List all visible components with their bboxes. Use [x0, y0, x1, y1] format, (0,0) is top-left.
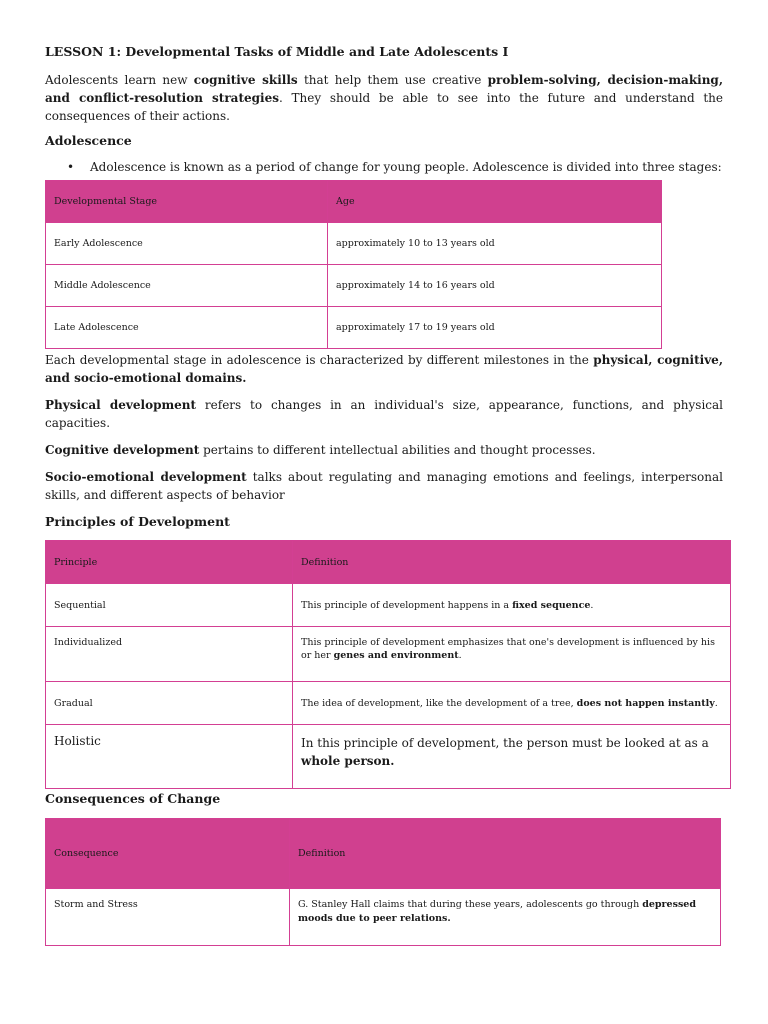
table-cell: approximately 10 to 13 years old [328, 223, 662, 265]
milestones-text: Each developmental stage in adolescence is characterized by different milestones in the [45, 353, 594, 367]
table-cell [293, 725, 731, 789]
cell-text: G. Stanley Hall claims that during these years, adolescents go through [298, 899, 643, 910]
cognitive-text: pertains to different intellectual abilities and thought processes. [199, 443, 596, 457]
table-cell: Storm and Stress [46, 889, 290, 946]
cell-bold-text: genes and environment [333, 650, 459, 661]
intro-bold-term: problem-solving, decision-making, and conflict-resolution strategies [45, 73, 723, 105]
table-header-row [46, 541, 731, 584]
table-row [46, 627, 731, 682]
intro-bold-term: cognitive skills [193, 73, 298, 87]
socio-paragraph [45, 468, 723, 504]
table-cell: Sequential [46, 584, 293, 627]
cell-text: . [590, 599, 594, 611]
stages-table [45, 180, 662, 349]
cell-bold-text: fixed sequence [512, 599, 591, 611]
table-row [46, 223, 662, 265]
milestones-paragraph [45, 351, 723, 387]
bullet-icon: • [67, 160, 75, 174]
intro-text: . They should be able to see into the future and understand the consequences of their actions. [45, 91, 724, 123]
cell-text: This principle of development happens in a [301, 599, 513, 611]
cell-text: . [458, 650, 462, 661]
socio-term: Socio-emotional development [45, 470, 247, 484]
cell-text: The idea of development, like the development of a tree, [301, 697, 577, 709]
cell-bold-text: does not happen instantly [576, 697, 715, 709]
table-cell [290, 889, 721, 946]
principles-table [45, 540, 731, 789]
table-cell: approximately 14 to 16 years old [328, 265, 662, 307]
physical-term: Physical development [45, 398, 197, 412]
intro-text: Adolescents learn new [45, 73, 194, 87]
table-header-cell: Definition [290, 819, 721, 889]
intro-paragraph [45, 71, 723, 125]
table-cell: Early Adolescence [46, 223, 328, 265]
document-page [45, 44, 723, 946]
table-cell: Individualized [46, 627, 293, 682]
cell-text: In this principle of development, the person must be looked at as a [301, 736, 709, 750]
table-header-cell: Consequence [46, 819, 290, 889]
table-cell: Late Adolescence [46, 307, 328, 349]
intro-text: that help them use creative [297, 73, 488, 87]
table-cell [293, 627, 731, 682]
consequences-heading: Consequences of Change [45, 791, 221, 806]
milestones-bold-term: physical, cognitive, and socio-emotional domains. [45, 353, 723, 385]
table-header-cell: Developmental Stage [46, 181, 328, 223]
table-row [46, 682, 731, 725]
table-row [46, 725, 731, 789]
table-cell: approximately 17 to 19 years old [328, 307, 662, 349]
cell-bold-text: depressed moods due to peer relations. [298, 899, 696, 924]
socio-text: talks about regulating and managing emotions and feelings, interpersonal skills, and different aspects of behavior [45, 470, 724, 502]
table-header-cell: Definition [293, 541, 731, 584]
table-cell [293, 584, 731, 627]
table-cell: Middle Adolescence [46, 265, 328, 307]
cell-text: This principle of development emphasizes that one's development is influenced by his or her [301, 637, 715, 661]
table-header-cell: Principle [46, 541, 293, 584]
table-row [46, 307, 662, 349]
cognitive-term: Cognitive development [45, 443, 200, 457]
cell-text: . [714, 697, 718, 709]
physical-paragraph [45, 396, 723, 432]
table-row [46, 584, 731, 627]
table-cell: Holistic [46, 725, 293, 789]
consequences-table [45, 818, 721, 946]
adolescence-heading: Adolescence [45, 133, 132, 148]
table-header-row [46, 181, 662, 223]
lesson-title: LESSON 1: Developmental Tasks of Middle and Late Adolescents I [45, 44, 509, 59]
table-row [46, 889, 721, 946]
bullet-text: Adolescence is known as a period of change for young people. Adolescence is divided into three stages: [90, 160, 722, 174]
table-row [46, 265, 662, 307]
table-header-cell: Age [328, 181, 662, 223]
table-header-row [46, 819, 721, 889]
adolescence-bullet [45, 158, 723, 176]
principles-heading: Principles of Development [45, 514, 230, 529]
table-cell: Gradual [46, 682, 293, 725]
table-cell [293, 682, 731, 725]
cognitive-paragraph [45, 441, 723, 459]
physical-text: refers to changes in an individual's size, appearance, functions, and physical capacities. [45, 398, 723, 430]
cell-bold-text: whole person. [301, 754, 395, 768]
